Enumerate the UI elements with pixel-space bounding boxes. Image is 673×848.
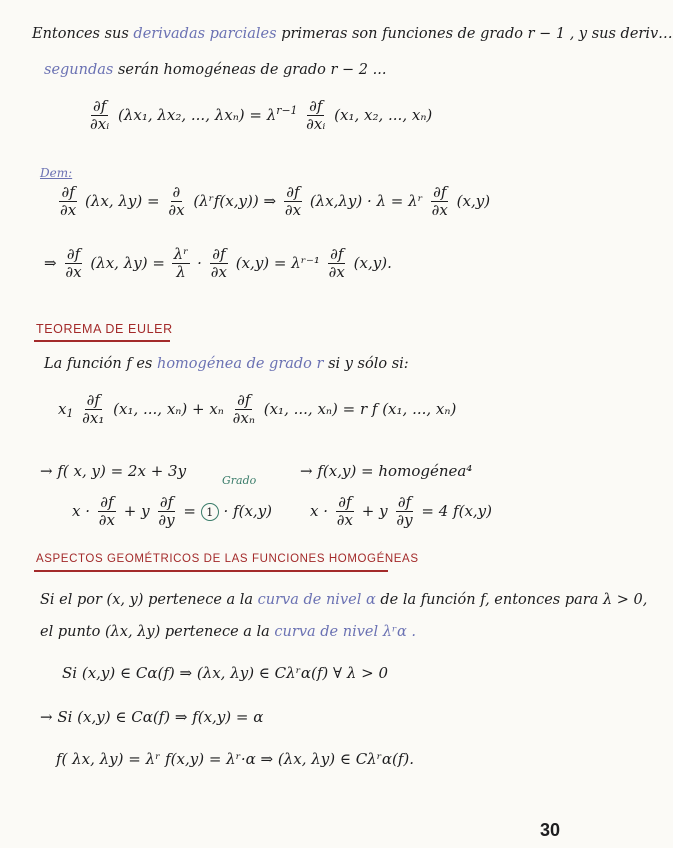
numerator: ∂f — [86, 391, 100, 409]
numerator: ∂f — [397, 493, 412, 511]
numerator: λʳ — [173, 245, 189, 263]
denominator: ∂xᵢ — [90, 115, 110, 134]
intro-line-1 — [32, 26, 673, 42]
geometric-paragraph-line-2 — [40, 624, 416, 640]
denominator: ∂y — [158, 511, 175, 530]
math-text: x · — [310, 501, 328, 520]
example-1-euler — [72, 494, 272, 530]
paragraph-highlight: curva de nivel α — [257, 592, 376, 608]
paragraph-text: de la función f, entonces para λ > 0, — [380, 592, 648, 608]
level-curve-statement: Si (x,y) ∈ Cα(f) ⇒ (λx, λy) ∈ Cλʳα(f) ∀ λ > 0 — [62, 664, 389, 682]
math-text: · — [197, 253, 202, 272]
fraction — [63, 246, 83, 282]
math-text: (λx, λy) = — [85, 191, 160, 210]
fraction — [231, 392, 257, 428]
numerator: ∂f — [159, 493, 174, 511]
statement-text: La función f es — [44, 356, 153, 372]
denominator: ∂x — [98, 511, 115, 530]
math-text: x — [58, 399, 67, 418]
numerator: ∂f — [212, 245, 226, 263]
subscript: 1 — [66, 406, 74, 420]
numerator: ∂ — [172, 183, 181, 201]
numerator: ∂f — [66, 245, 81, 263]
math-text: (λx, λy) = — [90, 253, 165, 272]
denominator: ∂x — [65, 263, 82, 282]
fraction — [88, 98, 111, 134]
numerator: ∂f — [92, 97, 107, 115]
numerator: ∂f — [237, 391, 251, 409]
math-text: (λʳf(x,y)) ⇒ — [193, 191, 277, 210]
math-text: (x₁, ..., xₙ) + xₙ — [113, 399, 224, 418]
math-text: (x,y) — [456, 191, 491, 210]
level-curve-step-2: f( λx, λy) = λʳ f(x,y) = λʳ·α ⇒ (λx, λy) ∈ Cλʳα(f). — [56, 750, 415, 768]
math-text: ⇒ — [44, 253, 57, 272]
geometric-heading: ASPECTOS GEOMÉTRICOS DE LAS FUNCIONES HOMOGÉNEAS — [36, 553, 419, 565]
fraction — [335, 494, 355, 530]
proof-line-2 — [44, 246, 392, 282]
denominator: ∂x — [328, 263, 345, 282]
denominator: λ — [176, 263, 186, 282]
paragraph-text: el punto (λx, λy) pertenece a la — [40, 624, 270, 640]
fraction — [58, 184, 78, 220]
numerator: ∂f — [100, 493, 114, 511]
math-text: (x,y) = λʳ⁻¹ — [235, 253, 320, 272]
intro-text: serán homogéneas de grado r − 2 ... — [117, 62, 387, 78]
exponent: r−1 — [276, 103, 298, 117]
math-text: (x,y). — [353, 253, 392, 272]
fraction — [209, 246, 229, 282]
denominator: ∂x — [431, 201, 448, 220]
euler-statement — [44, 356, 409, 372]
math-text: = — [183, 501, 196, 520]
euler-heading-underline — [34, 340, 170, 342]
circled-degree: 1 — [201, 503, 219, 521]
numerator: ∂f — [433, 183, 447, 201]
example-2-euler — [310, 494, 492, 530]
denominator: ∂y — [396, 511, 413, 530]
denominator: ∂xₙ — [232, 409, 255, 428]
euler-heading: TEOREMA DE EULER — [36, 322, 173, 336]
denominator: ∂x — [336, 511, 353, 530]
intro-text: Entonces sus — [32, 26, 129, 42]
fraction — [430, 184, 450, 220]
math-text: x · — [72, 501, 90, 520]
math-text: (x₁, x₂, ..., xₙ) — [334, 105, 433, 124]
paragraph-text: Si el por (x, y) pertenece a la — [40, 592, 254, 608]
math-text: · f(x,y) — [223, 501, 273, 520]
fraction — [80, 392, 106, 428]
level-curve-step-1: → Si (x,y) ∈ Cα(f) ⇒ f(x,y) = α — [40, 708, 264, 726]
proof-label: Dem: — [40, 166, 73, 180]
homogeneous-derivative-equation — [86, 98, 432, 134]
fraction — [166, 184, 186, 220]
fraction — [97, 494, 117, 530]
statement-highlight: homogénea de grado r — [156, 356, 324, 372]
example-2-function: → f(x,y) = homogénea⁴ — [300, 462, 473, 480]
denominator: ∂x — [60, 201, 77, 220]
geometric-heading-underline — [34, 570, 388, 572]
intro-highlight: segundas — [44, 62, 114, 78]
math-text: + y — [361, 501, 388, 520]
statement-text: si y sólo si: — [328, 356, 409, 372]
euler-equation — [58, 392, 456, 428]
math-text: (λx₁, λx₂, ..., λxₙ) = — [118, 105, 262, 124]
proof-line-1 — [56, 184, 490, 220]
math-text: (x₁, ..., xₙ) = r f (x₁, ..., xₙ) — [263, 399, 457, 418]
grado-note: Grado — [222, 474, 257, 487]
page-number: 30 — [540, 820, 561, 840]
math-text: = 4 f(x,y) — [421, 501, 492, 520]
numerator: ∂f — [338, 493, 352, 511]
fraction — [172, 246, 191, 282]
denominator: ∂x — [168, 201, 185, 220]
paragraph-highlight: curva de nivel λʳα . — [274, 624, 416, 640]
fraction — [283, 184, 303, 220]
fraction — [156, 494, 176, 530]
math-text: λ — [266, 105, 277, 124]
denominator: ∂x₁ — [82, 409, 105, 428]
numerator: ∂f — [330, 245, 344, 263]
fraction — [394, 494, 414, 530]
fraction — [327, 246, 347, 282]
denominator: ∂x — [210, 263, 227, 282]
numerator: ∂f — [286, 183, 300, 201]
example-1-function: → f( x, y) = 2x + 3y — [40, 462, 187, 480]
math-text: + y — [123, 501, 150, 520]
math-text: (λx,λy) · λ = λʳ — [309, 191, 423, 210]
denominator: ∂x — [284, 201, 302, 220]
intro-highlight: derivadas parciales — [133, 26, 277, 42]
fraction — [304, 98, 327, 134]
denominator: ∂xᵢ — [306, 115, 326, 134]
geometric-paragraph-line-1 — [40, 592, 647, 608]
numerator: ∂f — [309, 97, 323, 115]
numerator: ∂f — [61, 183, 75, 201]
intro-line-2 — [44, 62, 386, 78]
intro-text: primeras son funciones de grado r − 1 , y sus deriv… — [281, 26, 673, 42]
